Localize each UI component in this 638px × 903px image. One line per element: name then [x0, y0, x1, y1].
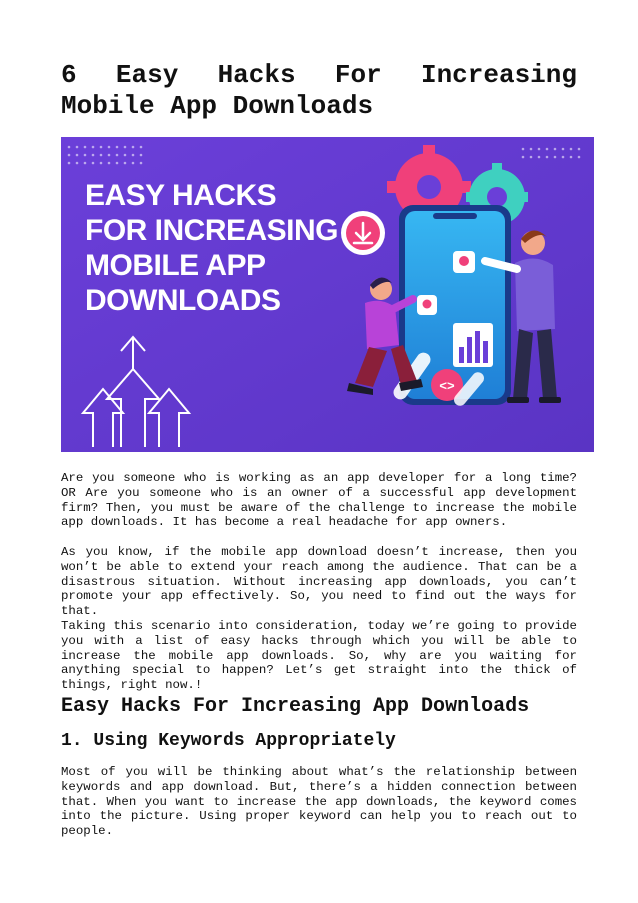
bar-chart-icon	[453, 323, 493, 367]
page-title	[61, 60, 577, 122]
hero-illustration	[61, 137, 594, 452]
hero-line-2: FOR INCREASING	[85, 214, 339, 247]
title-line-1: 6 Easy Hacks For Increasing	[61, 60, 577, 90]
hero-line-4: DOWNLOADS	[85, 284, 281, 317]
paragraph-reach: As you know, if the mobile app download doesn’t increase, then you won’t be able to extend your reach among the audience. That can be a disastrous situation. Without increasing app downloads, you can’t promote your app effectively. So, you need to find out the ways for that.	[61, 545, 577, 619]
subsection-heading: 1. Using Keywords Appropriately	[61, 731, 396, 751]
paragraph-intro: Are you someone who is working as an app developer for a long time? OR Are you someone who is an owner of a successful app development firm? Then, you must be aware of the challenge to increase the mobile app downloads. It has become a real headache for app owners.	[61, 471, 577, 530]
paragraph-scenario: Taking this scenario into consideration, today we’re going to provide you with a list of easy hacks through which you will be able to increase the mobile app downloads. So, why are you waiting for anything special to happen? Let’s get straight into the thick of things, right now.!	[61, 619, 577, 693]
hero-image	[61, 137, 594, 452]
paragraph-keywords: Most of you will be thinking about what’s the relationship between keywords and app download. But, there’s a hidden connection between that. When you want to increase the app downloads, the keyword comes into the picture. Using proper keyword can help you to reach out to people.	[61, 765, 577, 839]
hero-line-3: MOBILE APP	[85, 249, 266, 282]
section-heading: Easy Hacks For Increasing App Downloads	[61, 695, 530, 718]
svg-text:<>: <>	[439, 378, 455, 393]
hero-line-1: EASY HACKS	[85, 179, 277, 212]
download-icon	[341, 211, 385, 255]
title-line-2: Mobile App Downloads	[61, 91, 374, 121]
